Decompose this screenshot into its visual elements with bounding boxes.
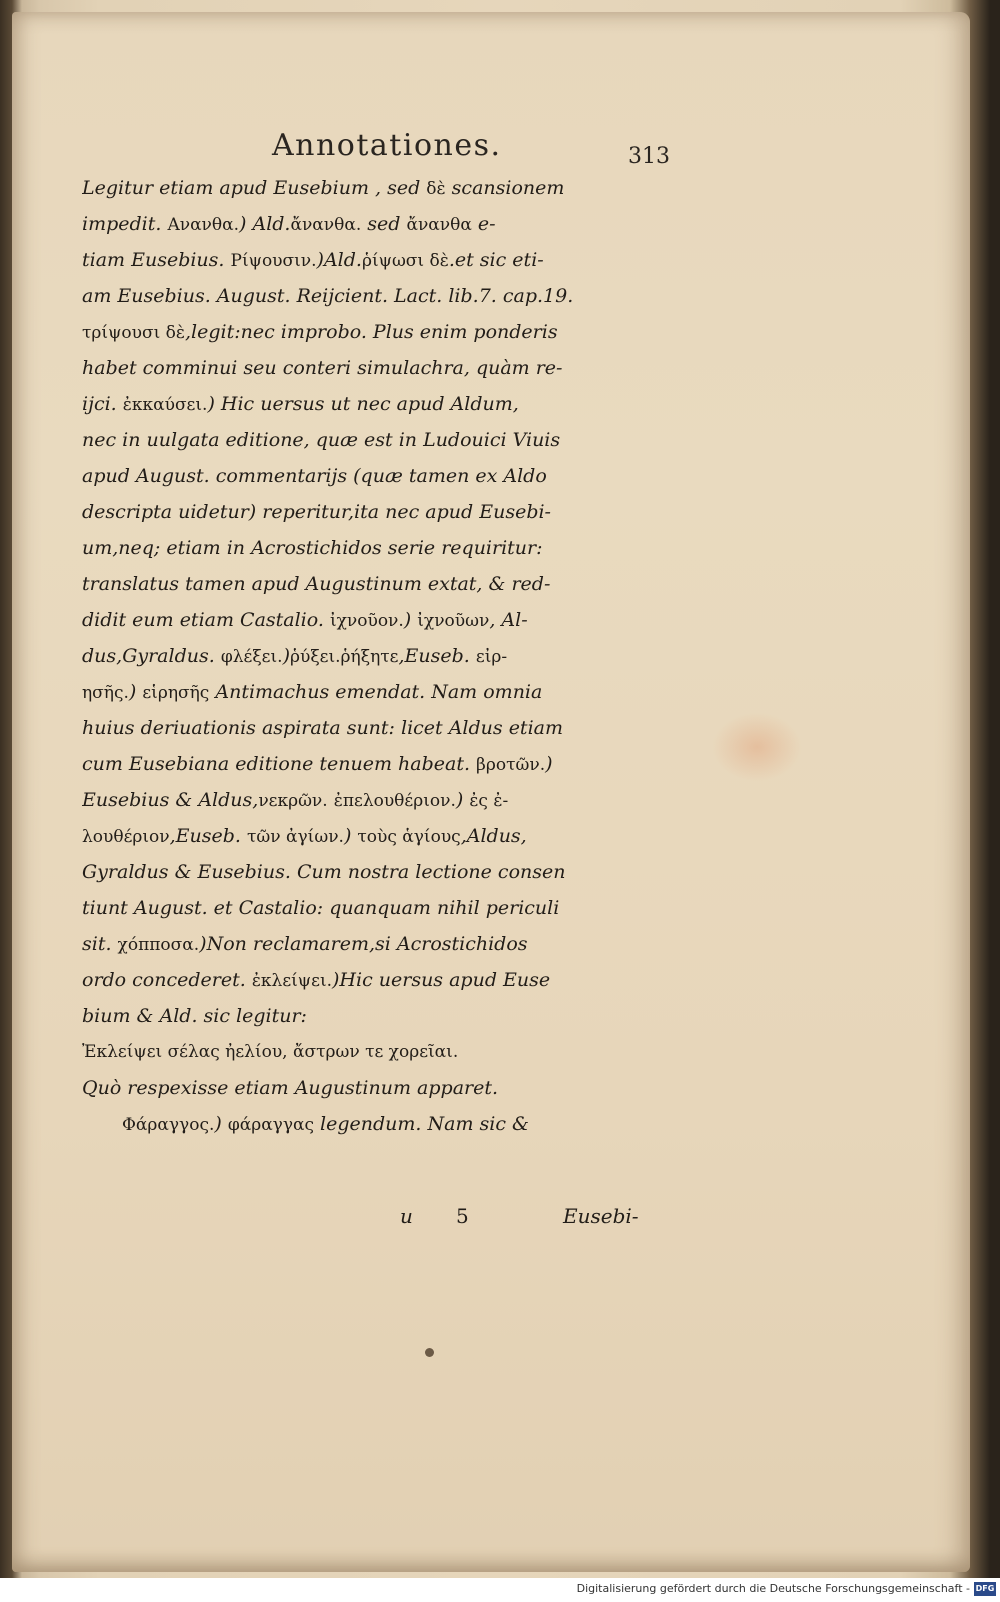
greek-segment: ἐς ἐ- [469, 791, 509, 811]
latin-segment: ) [455, 789, 470, 811]
greek-segment: τοὺς ἁγίους [357, 827, 461, 847]
latin-segment: Quò respexisse etiam Augustinum apparet. [82, 1077, 499, 1099]
latin-segment: ,Euseb. [398, 645, 476, 667]
text-line [82, 710, 672, 746]
latin-segment: e- [471, 213, 496, 235]
text-line [82, 494, 672, 530]
text-line [82, 998, 672, 1034]
text-line [82, 350, 672, 386]
latin-segment: am Eusebius. August. Reijcient. Lact. lib.7. cap.19. [82, 285, 574, 307]
footer-credit: Digitalisierung gefördert durch die Deutsche Forschungsgemeinschaft - [576, 1582, 970, 1595]
text-line [82, 1106, 672, 1142]
latin-segment: habet comminui seu conteri simulachra, quàm re- [82, 357, 563, 379]
greek-segment: ἰχνοῦων [417, 611, 490, 631]
latin-segment: Legitur etiam apud Eusebium , sed [82, 177, 427, 199]
text-line [82, 818, 672, 854]
greek-segment: ἄνανθα [406, 215, 472, 235]
latin-segment: ) [343, 825, 358, 847]
greek-segment: τῶν ἀγίων. [247, 827, 344, 847]
latin-segment: ) [545, 753, 553, 775]
latin-segment: apud August. commentarijs (quæ tamen ex Aldo [82, 465, 547, 487]
latin-segment: scansionem [445, 177, 565, 199]
latin-segment: ,Euseb. [169, 825, 248, 847]
greek-segment: τρίψουσι δὲ [82, 323, 185, 343]
greek-segment: νεκρῶν. [258, 791, 328, 811]
latin-segment: ) Ald. [239, 213, 291, 235]
latin-segment: nec in uulgata editione, quæ est in Ludouici Viuis [82, 429, 561, 451]
greek-segment: Ανανθα. [167, 215, 240, 235]
greek-segment: χόπποσα. [117, 935, 200, 955]
paper-stain [712, 712, 802, 782]
latin-segment: ) [403, 609, 418, 631]
latin-segment: dus,Gyraldus. [82, 645, 221, 667]
text-line [82, 314, 672, 350]
greek-segment: Ἐκλείψει σέλας ἠελίου, ἄστρων τε χορεῖαι. [82, 1042, 459, 1062]
text-line [82, 962, 672, 998]
greek-segment: Ρίψουσιν. [230, 251, 317, 271]
latin-segment: tiam Eusebius. [82, 249, 231, 271]
text-line [82, 170, 672, 206]
greek-segment: λουθέριον [82, 827, 170, 847]
latin-segment: sed [361, 213, 407, 235]
text-line [82, 782, 672, 818]
greek-segment: ἄνανθα. [290, 215, 362, 235]
dfg-logo-icon: DFG [974, 1582, 996, 1596]
latin-segment: .et sic eti- [448, 249, 544, 271]
body-text [82, 170, 672, 1142]
text-line [82, 530, 672, 566]
latin-segment: descripta uidetur) reperitur,ita nec apud Eusebi- [82, 501, 551, 523]
latin-segment: didit eum etiam Castalio. [82, 609, 330, 631]
footer-bar [0, 1578, 1000, 1602]
latin-segment: bium & Ald. sic legitur: [82, 1005, 307, 1027]
text-line [82, 386, 672, 422]
latin-segment: legendum. Nam sic & [314, 1113, 529, 1135]
text-line [82, 1070, 672, 1106]
latin-segment: ) [214, 1113, 228, 1135]
greek-segment: ῥίψωσι δὲ [361, 251, 449, 271]
latin-segment: um,neq; etiam in Acrostichidos serie requiritur: [82, 537, 543, 559]
signature-number: 5 [456, 1204, 469, 1228]
greek-segment: ἐπελουθέριον. [333, 791, 456, 811]
latin-segment: ) Hic uersus ut nec apud Aldum, [207, 393, 519, 415]
latin-segment: tiunt August. et Castalio: quanquam nihil periculi [82, 897, 560, 919]
greek-segment: φάραγγας [227, 1115, 315, 1135]
text-line [82, 206, 672, 242]
text-line [82, 746, 672, 782]
text-line [82, 602, 672, 638]
text-line [82, 278, 672, 314]
latin-segment: Antimachus emendat. Nam omnia [209, 681, 543, 703]
text-line [82, 566, 672, 602]
latin-segment: cum Eusebiana editione tenuem habeat. [82, 753, 477, 775]
greek-segment: δὲ [426, 179, 446, 199]
greek-segment: Φάραγγος. [122, 1115, 215, 1135]
greek-segment: ἰχνοῦον. [329, 611, 404, 631]
text-line [82, 674, 672, 710]
latin-segment: sit. [82, 933, 118, 955]
latin-segment: , Al- [489, 609, 528, 631]
text-line [82, 638, 672, 674]
latin-segment: translatus tamen apud Augustinum extat, & red- [82, 573, 551, 595]
greek-segment: βροτῶν. [476, 755, 546, 775]
latin-segment: ) [128, 681, 143, 703]
ink-dot [425, 1348, 434, 1357]
latin-segment: ijci. [82, 393, 123, 415]
text-line [82, 242, 672, 278]
latin-segment: Gyraldus & Eusebius. Cum nostra lectione consen [82, 861, 566, 883]
text-line [82, 926, 672, 962]
text-line [82, 854, 672, 890]
latin-segment: Eusebius & Aldus, [82, 789, 259, 811]
latin-segment: ordo concederet. [82, 969, 252, 991]
latin-segment: )Ald. [316, 249, 362, 271]
greek-segment: ησῆς. [82, 683, 129, 703]
greek-segment: ῥύξει.ῥήξητε [289, 647, 399, 667]
text-line [82, 458, 672, 494]
text-line [82, 1034, 672, 1070]
catchword: Eusebi- [563, 1204, 639, 1228]
greek-segment: φλέξει. [220, 647, 283, 667]
greek-segment: εἱρησῆς [142, 683, 210, 703]
page-number: 313 [628, 144, 670, 169]
latin-segment: ,legit:nec improbo. Plus enim ponderis [185, 321, 558, 343]
greek-segment: ἐκκαύσει. [122, 395, 208, 415]
text-line [82, 422, 672, 458]
latin-segment: )Hic uersus apud Euse [332, 969, 551, 991]
greek-segment: εἰρ- [475, 647, 508, 667]
latin-segment: ,Aldus, [460, 825, 527, 847]
running-title: Annotationes. [272, 128, 502, 163]
latin-segment: huius deriuationis aspirata sunt: licet Aldus etiam [82, 717, 563, 739]
signature-mark: u [400, 1204, 413, 1228]
latin-segment: ) [282, 645, 290, 667]
latin-segment: impedit. [82, 213, 168, 235]
greek-segment: ἐκλείψει. [251, 971, 333, 991]
latin-segment: )Non reclamarem,si Acrostichidos [199, 933, 528, 955]
text-line [82, 890, 672, 926]
